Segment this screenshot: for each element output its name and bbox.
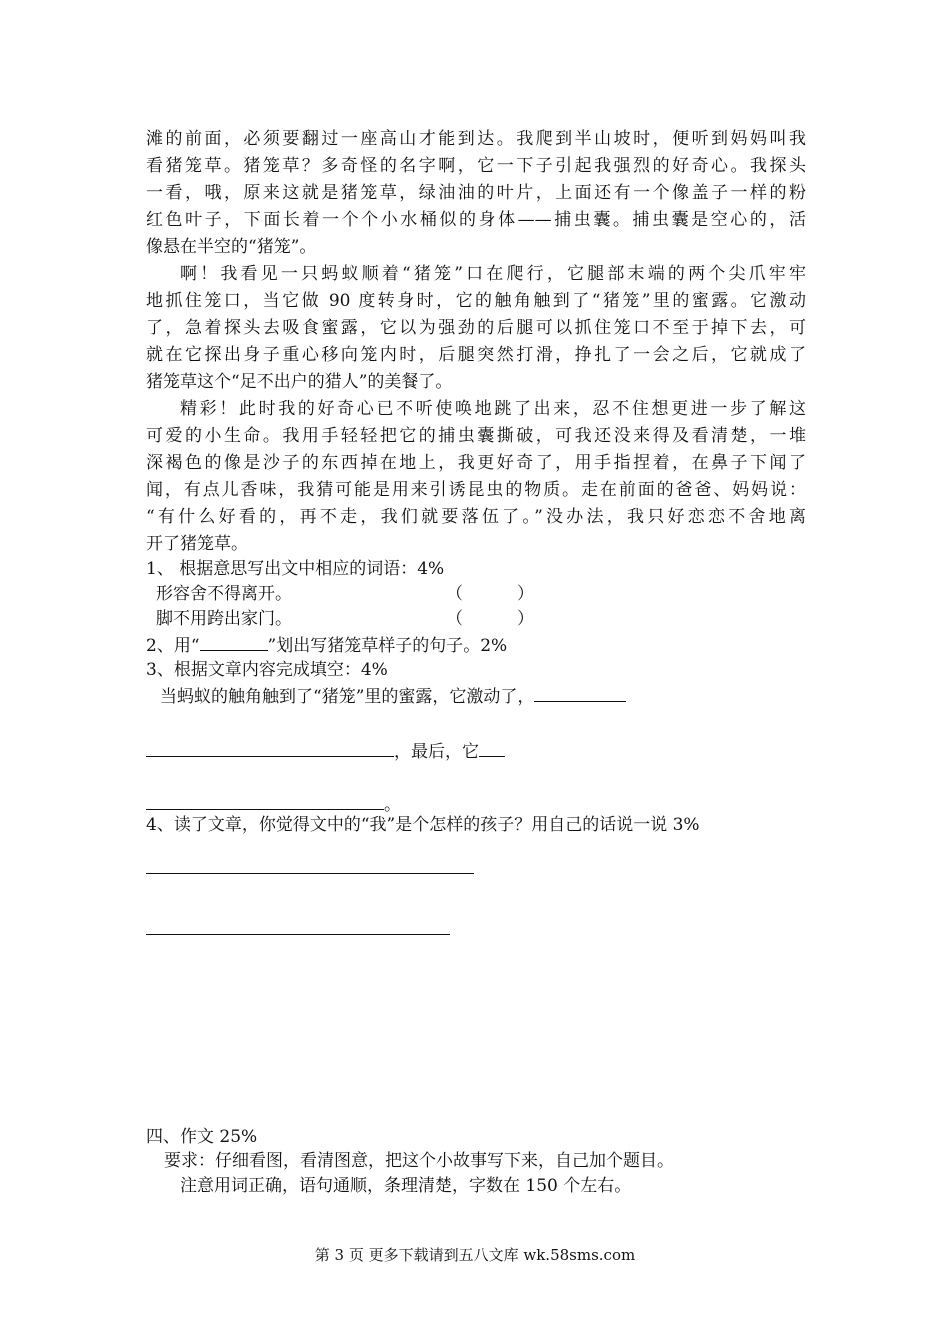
passage-line: 了，急着探头去吸食蜜露，它以为强劲的后腿可以抓住笼口不至于掉下去，可	[146, 318, 806, 338]
question-3-end: 。	[384, 795, 401, 815]
question-3-line	[160, 683, 626, 709]
passage-line: 闻，有点儿香味，我猜可能是用来引诱昆虫的物质。走在前面的爸爸、妈妈说：	[146, 480, 806, 500]
answer-line[interactable]	[146, 873, 474, 874]
question-3-mid: ，最后，它	[394, 742, 479, 762]
question-1a-text: 形容舍不得离开。	[156, 584, 292, 604]
passage-line: 精彩！此时我的好奇心已不听使唤地跳了出来，忍不住想更进一步了解这	[180, 399, 806, 419]
passage-line: 开了猪笼草。	[146, 534, 248, 554]
question-1a	[156, 581, 292, 607]
page-footer: 第 3 页 更多下载请到五八文库 wk.58sms.com	[314, 1246, 636, 1264]
passage-line: 地抓住笼口，当它做 90 度转身时，它的触角触到了“猪笼”里的蜜露。它激动	[146, 291, 806, 311]
passage-line: 深褐色的像是沙子的东西掉在地上，我更好奇了，用手指捏着，在鼻子下闻了	[146, 453, 806, 473]
question-1: 1、 根据意思写出文中相应的词语：4%	[146, 559, 445, 579]
question-3-text: 当蚂蚁的触角触到了“猪笼”里的蜜露，它激动了，	[160, 687, 535, 707]
question-2-prefix: 2、用“	[146, 636, 200, 656]
paren-close: ）	[517, 609, 534, 629]
passage-line: 就在它探出身子重心移向笼内时，后腿突然打滑，挣扎了一会之后，它就成了	[146, 345, 806, 365]
passage-line: 猪笼草这个“足不出户的猎人”的美餐了。	[146, 372, 453, 392]
question-3-line-2	[146, 738, 505, 764]
passage-line: 看猪笼草。猪笼草？多奇怪的名字啊，它一下子引起我强烈的好奇心。我探头	[146, 156, 806, 176]
passage-line: 像悬在半空的“猪笼”。	[146, 237, 317, 257]
composition-requirement: 要求：仔细看图，看清图意，把这个小故事写下来，自己加个题目。	[164, 1151, 674, 1171]
question-1b-text: 脚不用跨出家门。	[156, 609, 292, 629]
question-3: 3、根据文章内容完成填空：4%	[146, 660, 388, 680]
question-2	[146, 632, 507, 658]
passage-line: 滩的前面，必须要翻过一座高山才能到达。我爬到半山坡时，便听到妈妈叫我	[146, 129, 806, 149]
passage-line: 啊！我看见一只蚂蚁顺着“猪笼”口在爬行，它腿部末端的两个尖爪牢牢	[180, 264, 806, 284]
passage-line: 可爱的小生命。我用手轻轻把它的捕虫囊撕破，可我还没来得及看清楚，一堆	[146, 426, 806, 446]
passage-line: “有什么好看的，再不走，我们就要落伍了。”没办法，我只好恋恋不舍地离	[146, 507, 806, 527]
answer-paren-1a[interactable]	[446, 581, 534, 607]
answer-blank[interactable]	[146, 791, 384, 810]
question-4: 4、读了文章，你觉得文中的“我”是个怎样的孩子？用自己的话说一说 3%	[146, 815, 700, 835]
paren-open: （	[446, 584, 463, 604]
composition-note: 注意用词正确，语句通顺，条理清楚，字数在 150 个左右。	[180, 1176, 632, 1196]
answer-blank[interactable]	[534, 683, 626, 702]
question-1b	[156, 606, 292, 632]
answer-blank[interactable]	[200, 632, 268, 651]
answer-blank[interactable]	[146, 738, 394, 757]
answer-line[interactable]	[146, 934, 450, 935]
passage-line: 红色叶子，下面长着一个个小水桶似的身体——捕虫囊。捕虫囊是空心的，活	[146, 210, 806, 230]
paren-close: ）	[517, 584, 534, 604]
paren-open: （	[446, 609, 463, 629]
question-2-suffix: ”划出写猪笼草样子的句子。2%	[267, 636, 508, 656]
passage-line: 一看，哦，原来这就是猪笼草，绿油油的叶片，上面还有一个像盖子一样的粉	[146, 183, 806, 203]
answer-paren-1b[interactable]	[446, 606, 534, 632]
composition-heading: 四、作文 25%	[146, 1127, 258, 1147]
answer-blank[interactable]	[479, 738, 505, 757]
